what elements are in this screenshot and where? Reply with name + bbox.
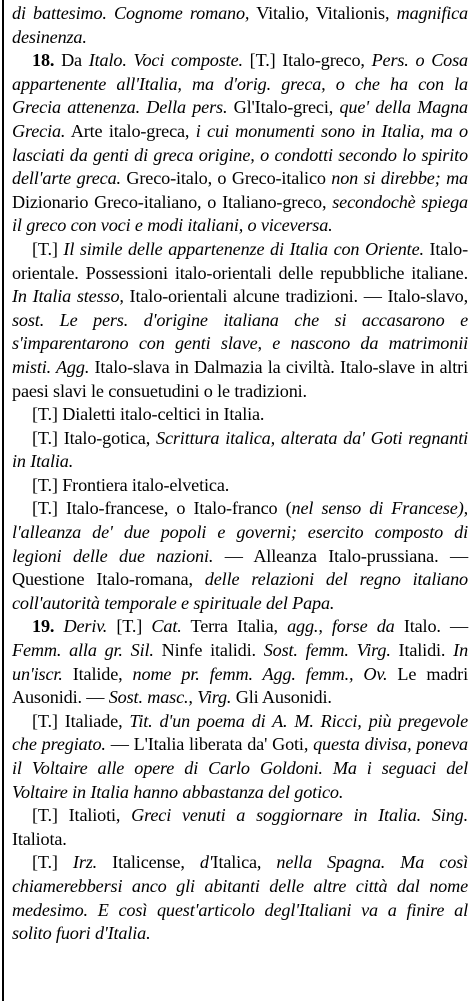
roman-text: 19. (32, 616, 55, 637)
roman-text: [T.] Dialetti italo-celtici in Italia. (32, 404, 265, 425)
italic-text: Italo. Voci composte. (88, 50, 243, 71)
entry-paragraph (12, 615, 468, 709)
italic-text: agg., forse da (277, 616, 395, 637)
italic-text: i cui monumenti sono in Italia, ma o lasciati da genti di greca origine, o condotti secondo lo spirito dell'arte greca. (12, 120, 468, 189)
roman-text: Dizionario Greco-italiano, o Italiano-greco, (12, 191, 327, 212)
roman-text: Da (54, 50, 89, 71)
italic-text: Tit. d'un poema di A. M. Ricci, più pregevole che pregiato. (12, 710, 468, 755)
entry-paragraph (12, 403, 468, 427)
italic-text: In Italia stesso, (12, 286, 124, 307)
italic-text: Sost. masc., Virg. (104, 687, 232, 708)
italic-text: Pers. o Cosa appartenente all'Italia, ma d'orig. greca, o che ha con la Grecia attenenza. Della pers. (12, 50, 468, 118)
roman-text: [T.] Italo-francese, o Italo-franco ( (32, 498, 292, 519)
italic-text: Scrittura italica, alterata da' Goti regnanti in Italia. (12, 427, 469, 472)
roman-text: [T.] Italo-gotica, (32, 427, 151, 448)
roman-text: [T.] Italioti, (32, 805, 121, 826)
roman-text: — L'Italia liberata da' Goti, (105, 734, 309, 755)
roman-text: Italicense, (97, 852, 185, 873)
dictionary-page (2, 0, 474, 1001)
roman-text: Italiota. (12, 828, 67, 849)
italic-text: d' (184, 852, 213, 873)
italic-text: Il simile delle appartenenze di Italia con Oriente. (57, 238, 424, 259)
entry-paragraph (12, 474, 468, 498)
italic-text: non si direbbe; ma (325, 168, 468, 189)
roman-text: [T.] Italo-greco, (242, 50, 365, 71)
italic-text: Sost. femm. Virg. (255, 640, 391, 661)
entry-paragraph (12, 427, 468, 474)
roman-text: Greco-italo, o Greco-italico (120, 168, 326, 189)
roman-text: Italica, (212, 852, 262, 873)
roman-text: Ninfe italidi. (153, 640, 256, 661)
italic-text: secondochè spiega il greco con voci e modi italiani, o viceversa. (12, 191, 469, 236)
italic-text: sost. Le pers. d'origine italiana che si accasarono e s'imparentarono con genti slave, e nascono da matrimonii misti. Agg. (12, 309, 468, 377)
italic-text: nella Spagna. Ma così chiamerebbersi anco gli abitanti delle altre città dal nome medesimo. E così quest'articolo degl'Italiani va a finire al solito fuori d'Italia. (12, 852, 468, 944)
italic-text: Cat. (142, 616, 182, 637)
roman-text: Italo. — (394, 616, 469, 637)
roman-text: Terra Italia, (181, 616, 278, 637)
roman-text: Italide, (62, 663, 123, 684)
italic-text: nel senso di Francese), l'alleanza de' due popoli e governi; esercito composto di legioni delle due nazioni. (12, 498, 469, 566)
italic-text: Deriv. (54, 616, 108, 637)
italic-text: nome pr. femm. Agg. femm., Ov. (122, 663, 388, 684)
roman-text: Italo-orientali alcune tradizioni. — Italo-slavo, (123, 286, 468, 307)
roman-text: [T.] (32, 852, 58, 873)
roman-text: Italidi. (390, 640, 446, 661)
roman-text: [T.] Frontiera italo-elvetica. (32, 474, 230, 495)
roman-text: Italo-slava in Dalmazia la civiltà. Italo-slave in altri paesi slavi le consuetudini o le tradizioni. (12, 356, 468, 401)
roman-text: Le madri Ausonidi. — (12, 663, 468, 708)
roman-text: [T.] (32, 238, 58, 259)
roman-text: 18. (32, 50, 55, 71)
roman-text: Arte italo-greca, (65, 120, 190, 141)
roman-text: Italo-orientale. Possessioni italo-orientali delle repubbliche italiane. (12, 238, 468, 283)
entry-paragraph (12, 238, 468, 403)
entry-paragraph (12, 804, 468, 851)
italic-text: Greci venuti a soggiornare in Italia. Sing. (120, 805, 468, 826)
italic-text: Femm. alla gr. Sil. (12, 640, 154, 661)
italic-text: magnifica desinenza. (12, 3, 468, 47)
entry-paragraph (12, 497, 468, 615)
italic-text: que' della Magna Grecia. (12, 97, 468, 141)
roman-text: [T.] Italiade, (32, 710, 123, 731)
italic-text: In un'iscr. (12, 640, 469, 684)
entry-paragraph (12, 710, 468, 804)
roman-text: [T.] (107, 616, 143, 637)
entry-paragraph (12, 49, 468, 238)
italic-text: di battesimo. Cognome romano, (12, 3, 250, 23)
italic-text: questa divisa, poneva il Voltaire alle opere di Carlo Goldoni. Ma i seguaci del Voltaire in Italia hanno abbastanza del gotico. (12, 734, 468, 802)
roman-text: Gli Ausonidi. (231, 687, 332, 708)
roman-text: — Alleanza Italo-prussiana. — Questione Italo-romana, (12, 545, 468, 590)
entry-paragraph (12, 2, 468, 49)
italic-text: delle relazioni del regno italiano coll'autorità temporale e spirituale del Papa. (12, 569, 468, 613)
roman-text: Gl'Italo-greci, (227, 97, 334, 118)
italic-text: Irz. (57, 852, 98, 873)
entry-paragraph (12, 851, 468, 945)
roman-text: Vitalio, Vitalionis, (249, 3, 390, 23)
